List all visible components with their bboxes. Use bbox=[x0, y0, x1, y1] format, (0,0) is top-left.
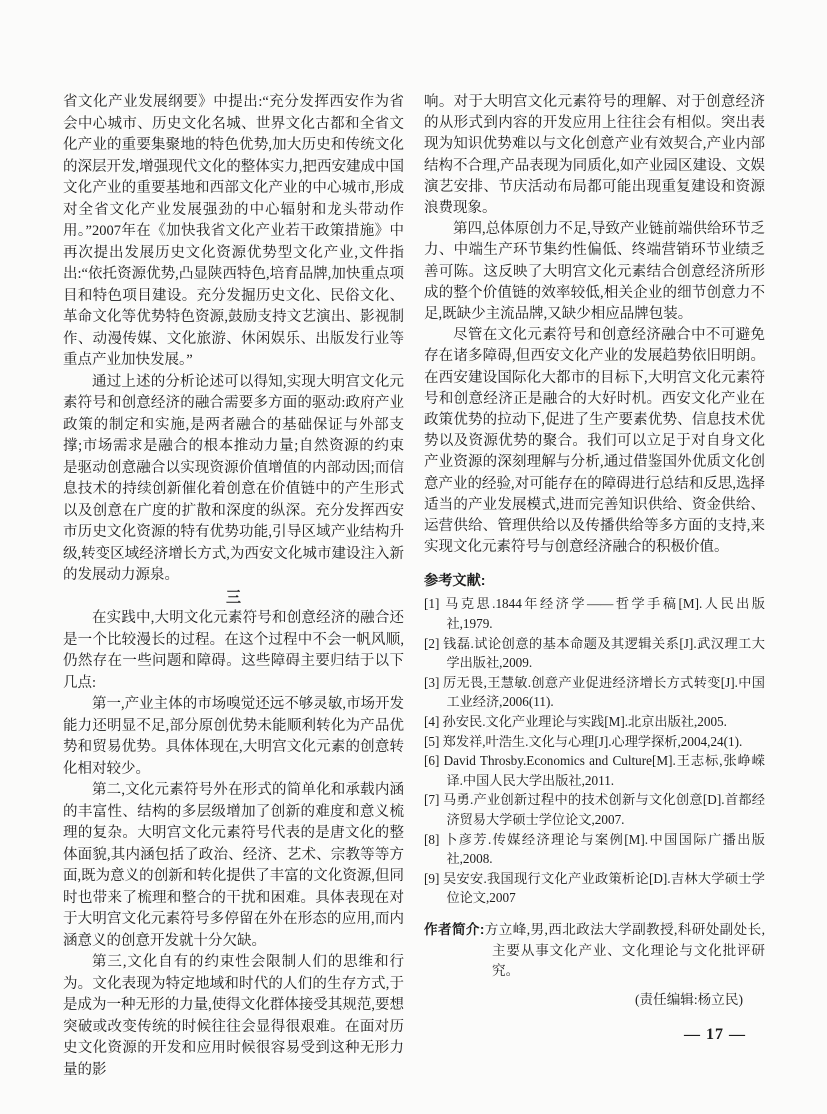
paragraph: 第一,产业主体的市场嗅觉还远不够灵敏,市场开发能力还明显不足,部分原创优势未能顺利转化为产品优势和贸易优势。具体体现在,大明宫文化元素的创意转化相对较少。 bbox=[63, 696, 404, 777]
paragraph: 第二,文化元素符号外在形式的简单化和承载内涵的丰富性、结构的多层级增加了创新的难度和意义梳理的复杂。大明宫文化元素符号代表的是唐文化的整体面貌,其内涵包括了政治、经济、艺术、宗教等等方面,既为意义的创新和转化提供了丰富的文化资源,但同时也带来了梳理和整合的干扰和困难。具体表现在对于大明宫文化元素符号多停留在外在形态的应用,而内涵意义的创意开发就十分欠缺。 bbox=[63, 782, 404, 949]
reference-item: [4] 孙安民.文化产业理论与实践[M].北京出版社,2005. bbox=[424, 714, 727, 730]
paragraph: 在实践中,大明文化元素符号和创意经济的融合还是一个比较漫长的过程。在这个过程中不会一帆风顺,仍然存在一些问题和障碍。这些障碍主要归结于以下几点: bbox=[63, 610, 404, 691]
reference-item: [5] 郑发祥,叶浩生.文化与心理[J].心理学探析,2004,24(1). bbox=[424, 733, 743, 749]
paragraph: 第三,文化自有的约束性会限制人们的思维和行为。文化表现为特定地域和时代的人们的生存方式,于是成为一种无形的力量,使得文化群体接受其规范,要想突破或改变传统的时候往往会显得很艰难。在面对历史文化资源的开发和应用时候很容易受到这种无形力量的影 bbox=[63, 954, 404, 1078]
reference-item: [9] 吴安安.我国现行文化产业政策析论[D].吉林大学硕士学位论文,2007 bbox=[424, 870, 765, 906]
references-heading: 参考文献: bbox=[424, 573, 486, 590]
page-number: — 17 — bbox=[684, 1026, 746, 1043]
paragraph: 第四,总体原创力不足,导致产业链前端供给环节乏力、中端生产环节集约性偏低、终端营销环节业绩乏善可陈。这反映了大明宫文化元素结合创意经济所形成的整个价值链的效率较低,相关企业的细节创意力不足,既缺少主流品牌,又缺少相应品牌包装。 bbox=[424, 221, 765, 323]
paragraph: 响。对于大明宫文化元素符号的理解、对于创意经济的从形式到内容的开发应用上往往会有相似。突出表现为知识优势难以与文化创意产业有效契合,产业内部结构不合理,产品表现为同质化,如产业园区建设、文娱演艺安排、节庆活动布局都可能出现重复建设和资源浪费现象。 bbox=[424, 94, 765, 217]
left-column bbox=[63, 92, 404, 1081]
author-bio-text: 方立峰,男,西北政法大学副教授,科研处副处长,主要从事文化产业、文化理论与文化批评研究。 bbox=[484, 921, 766, 979]
author-bio-label: 作者简介: bbox=[424, 921, 485, 937]
paragraph: 尽管在文化元素符号和创意经济融合中不可避免存在诸多障碍,但西安文化产业的发展趋势依旧明朗。在西安建设国际化大都市的目标下,大明宫文化元素符号和创意经济正是融合的大好时机。西安文化产业在政策优势的拉动下,促进了生产要素优势、信息技术优势以及资源优势的聚合。我们可以立足于对自身文化产业资源的深刻理解与分析,通过借鉴国外优质文化创意产业的经验,对可能存在的障碍进行总结和反思,选择适当的产业发展模式,进而完善知识供给、资金供给、运营供给、管理供给以及传播供给等多方面的支持,来实现文化元素符号与创意经济融合的积极价值。 bbox=[424, 327, 765, 556]
paragraph: 省文化产业发展纲要》中提出:“充分发挥西安作为省会中心城市、历史文化名城、世界文化古都和全省文化产业的重要集聚地的特色优势,加大历史和传统文化的深层开发,增强现代文化的整体实力,把西安建成中国文化产业的重要基地和西部文化产业的中心城市,形成对全省文化产业发展强劲的中心辐射和龙头带动作用。”2007年在《加快我省文化产业若干政策措施》中再次提出发展历史文化资源优势型文化产业,文件指出:“依托资源优势,凸显陕西特色,培育品牌,加快重点项目和特色项目建设。充分发掘历史文化、民俗文化、革命文化等优势特色资源,鼓励支持文艺演出、影视制作、动漫传媒、文化旅游、休闲娱乐、出版发行业等重点产业加快发展。” bbox=[63, 94, 404, 368]
reference-item: [3] 厉无畏,王慧敏.创意产业促进经济增长方式转变[J].中国工业经济,2006(11). bbox=[424, 674, 765, 710]
reference-item: [8] 卜彦芳.传媒经济理论与案例[M].中国国际广播出版社,2008. bbox=[424, 831, 765, 867]
reference-item: [2] 钱磊.试论创意的基本命题及其逻辑关系[J].武汉理工大学出版社,2009. bbox=[424, 635, 765, 671]
reference-item: [1] 马克思.1844年经济学——哲学手稿[M].人民出版社,1979. bbox=[424, 596, 765, 632]
references-section bbox=[424, 570, 765, 908]
section-heading-three: 三 bbox=[225, 588, 241, 606]
reference-item: [6] David Throsby.Economics and Culture[M].王志标,张峥嵘译.中国人民大学出版社,2011. bbox=[424, 753, 765, 788]
right-column bbox=[424, 92, 765, 1010]
paragraph: 通过上述的分析论述可以得知,实现大明宫文化元素符号和创意经济的融合需要多方面的驱动:政府产业政策的制定和实施,是两者融合的基础保证与外部支撑;市场需求是融合的根本推动力量;自然资源的约束是驱动创意融合以实现资源价值增值的内部动因;而信息技术的持续创新催化着创意在价值链中的产生形式以及创意在广度的扩散和深度的纵深。充分发挥西安市历史文化资源的特有优势功能,引导区域产业结构升级,转变区域经济增长方式,为西安文化城市建设注入新的发展动力源泉。 bbox=[63, 373, 404, 583]
editor-note: (责任编辑:杨立民) bbox=[635, 991, 743, 1007]
author-bio bbox=[424, 920, 765, 982]
reference-item: [7] 马勇.产业创新过程中的技术创新与文化创意[D].首都经济贸易大学硕士学位论文,2007. bbox=[424, 792, 765, 827]
